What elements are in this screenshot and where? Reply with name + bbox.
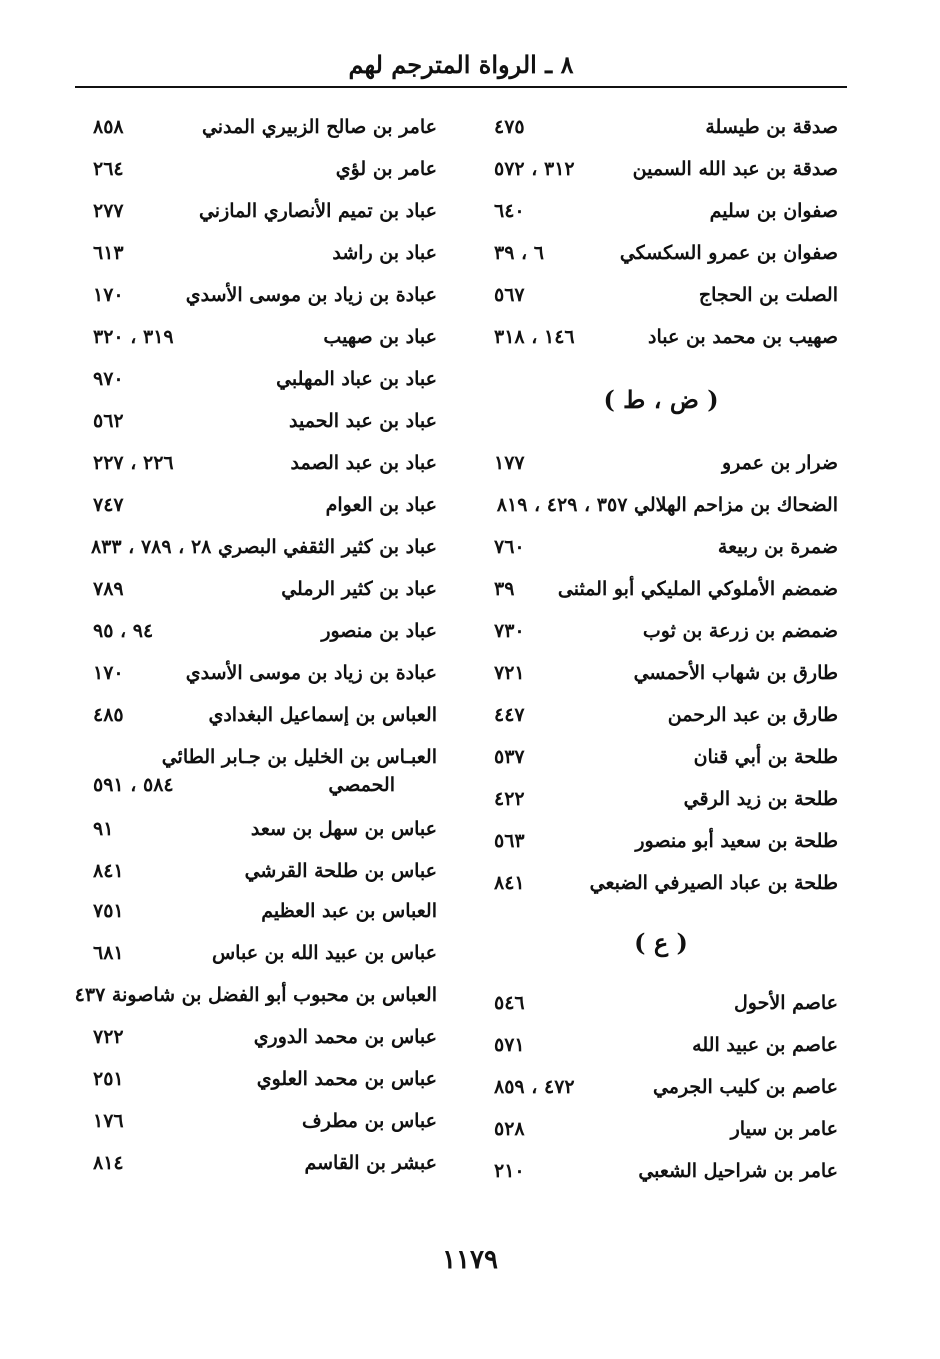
- narrator-name: عاصم بن عبيد الله: [692, 1034, 838, 1056]
- narrator-name-continued: الحمصي: [328, 774, 395, 796]
- list-item: [75, 980, 445, 1020]
- narrator-name: ضمضم بن زرعة بن ثوب: [642, 620, 838, 642]
- narrator-name: ضمضم الأملوكي المليكي أبو المثنى: [557, 578, 838, 600]
- narrator-name: عباد بن العوام: [325, 494, 437, 516]
- narrator-name: عباد بن عبد الحميد: [289, 410, 437, 432]
- narrator-name: عباد بن عباد المهلبي: [276, 368, 437, 390]
- narrator-name: العبـاس بن الخليل بن جـابر الطائي: [161, 746, 437, 768]
- list-item: [476, 988, 846, 1028]
- narrator-name: طلحة بن أبي قنان: [693, 746, 838, 768]
- list-item: [476, 280, 846, 320]
- page-refs: ٧٤٧: [93, 494, 124, 516]
- page-refs: ٥٣٧: [494, 746, 525, 768]
- narrator-name: عباد بن كثير الثقفي البصري ٢٨ ، ٧٨٩ ، ٨٣٣: [90, 536, 437, 558]
- page-refs: ٤٧٥: [494, 116, 525, 138]
- narrator-name: عباد بن صهيب: [323, 326, 437, 348]
- page-refs: ٧٣٠: [494, 620, 525, 642]
- page-refs: ٦٨١: [93, 942, 124, 964]
- narrator-name: العباس بن محبوب أبو الفضل بن شاصونة ٤٣٧: [74, 984, 437, 1006]
- page-refs: ٢١٠: [494, 1160, 525, 1182]
- page-refs: ٥٨٤ ، ٥٩١: [93, 774, 174, 796]
- list-item: [476, 1114, 846, 1154]
- narrator-name: عباد بن منصور: [321, 620, 437, 642]
- page-refs: ٣١٢ ، ٥٧٢: [494, 158, 575, 180]
- page-header: [75, 42, 847, 88]
- list-item: [75, 112, 445, 152]
- page-refs: ١٤٦ ، ٣١٨: [494, 326, 575, 348]
- page-refs: ٨٥٨: [93, 116, 124, 138]
- narrator-name: عباس بن سهل بن سعد: [250, 818, 437, 840]
- list-item: [75, 856, 445, 896]
- page-refs: ٢٢٦ ، ٢٢٧: [93, 452, 174, 474]
- list-item: [476, 574, 846, 614]
- list-item: [75, 490, 445, 530]
- narrator-name: عباد بن راشد: [332, 242, 437, 264]
- list-item: [75, 814, 445, 854]
- page-refs: ٩١: [93, 818, 114, 840]
- section-heading: ( ع ): [634, 928, 688, 957]
- list-item: [476, 1156, 846, 1196]
- list-item: [476, 784, 846, 824]
- narrator-name: عباس بن محمد العلوي: [256, 1068, 437, 1090]
- page-refs: ٥٦٣: [494, 830, 525, 852]
- list-item: [476, 742, 846, 782]
- list-item: [476, 868, 846, 908]
- narrator-name: العباس بن عبد العظيم: [261, 900, 437, 922]
- list-item: [75, 196, 445, 236]
- list-item: [75, 658, 445, 698]
- page-refs: ٦١٣: [93, 242, 124, 264]
- narrator-name: طلحة بن عباد الصيرفي الضبعي: [589, 872, 838, 894]
- list-item: [75, 616, 445, 656]
- page-refs: ٤٧٢ ، ٨٥٩: [494, 1076, 575, 1098]
- list-item: [476, 448, 846, 488]
- narrator-name: عامر بن شراحيل الشعبي: [638, 1160, 838, 1182]
- page-refs: ٣٩: [494, 578, 515, 600]
- list-item: [75, 938, 445, 978]
- list-item: [75, 448, 445, 488]
- list-item: [476, 238, 846, 278]
- narrator-name: عباد بن تميم الأنصاري المازني: [198, 200, 437, 222]
- page-refs: ٨٤١: [494, 872, 525, 894]
- section-heading: ( ض ، ط ): [603, 385, 719, 414]
- page-refs: ٩٧٠: [93, 368, 124, 390]
- list-item: [476, 154, 846, 194]
- page-refs: ٧٢١: [494, 662, 525, 684]
- list-item: [75, 154, 445, 194]
- list-item: [476, 826, 846, 866]
- narrator-name: صفوان بن عمرو السكسكي: [619, 242, 838, 264]
- narrator-name: عباس بن عبيد الله بن عباس: [211, 942, 437, 964]
- list-item: [75, 1106, 445, 1146]
- page-refs: ٧٢٢: [93, 1026, 124, 1048]
- narrator-name: عاصم الأحول: [734, 992, 838, 1014]
- list-item: [476, 616, 846, 656]
- narrator-name: الضحاك بن مزاحم الهلالي ٣٥٧ ، ٤٢٩ ، ٨١٩: [496, 494, 838, 516]
- page-refs: ٤٤٧: [494, 704, 525, 726]
- page-refs: ١٧٦: [93, 1110, 124, 1132]
- list-item: [476, 1072, 846, 1112]
- narrator-name: طلحة بن زيد الرقي: [683, 788, 838, 810]
- narrator-name: عباس بن محمد الدوري: [253, 1026, 437, 1048]
- list-item: [75, 574, 445, 614]
- list-item: [476, 1030, 846, 1070]
- list-item: [75, 280, 445, 320]
- page-refs: ٣١٩ ، ٣٢٠: [93, 326, 174, 348]
- page-refs: ١٧٠: [93, 662, 124, 684]
- narrator-name: عبادة بن زياد بن موسى الأسدي: [185, 284, 437, 306]
- page-refs: ٥٦٢: [93, 410, 124, 432]
- header-title: ٨ ـ الرواة المترجم لهم: [348, 49, 574, 79]
- list-item: [75, 322, 445, 362]
- list-item: [75, 896, 445, 936]
- list-item: [75, 1064, 445, 1104]
- list-item: [75, 238, 445, 278]
- narrator-name: عبشر بن القاسم: [304, 1152, 437, 1174]
- page-refs: ٨٤١: [93, 860, 124, 882]
- list-item: [476, 490, 846, 530]
- narrator-name: ضمرة بن ربيعة: [717, 536, 838, 558]
- list-item: [476, 700, 846, 740]
- page-refs: ٤٢٢: [494, 788, 525, 810]
- page-refs: ٢٧٧: [93, 200, 124, 222]
- list-item-multiline: [75, 742, 445, 812]
- narrator-name: صدقة بن عبد الله السمين: [632, 158, 838, 180]
- page-refs: ٩٤ ، ٩٥: [93, 620, 154, 642]
- list-item: [75, 532, 445, 572]
- narrator-name: العباس بن إسماعيل البغدادي: [208, 704, 437, 726]
- narrator-name: صفوان بن سليم: [709, 200, 838, 222]
- page-refs: ٥٦٧: [494, 284, 525, 306]
- narrator-name: ضرار بن عمرو: [721, 452, 838, 474]
- narrator-name: عباس بن مطرف: [302, 1110, 437, 1132]
- list-item: [476, 196, 846, 236]
- page-refs: ٢٦٤: [93, 158, 124, 180]
- page-number: ١١٧٩: [442, 1245, 498, 1275]
- page-refs: ٦ ، ٣٩: [494, 242, 545, 264]
- page-refs: ١٧٧: [494, 452, 525, 474]
- page-refs: ٧٦٠: [494, 536, 525, 558]
- list-item: [75, 406, 445, 446]
- narrator-name: عاصم بن كليب الجرمي: [652, 1076, 838, 1098]
- list-item: [476, 532, 846, 572]
- page-refs: ٢٥١: [93, 1068, 124, 1090]
- page-refs: ٥٤٦: [494, 992, 525, 1014]
- page-refs: ٥٧١: [494, 1034, 525, 1056]
- list-item: [75, 700, 445, 740]
- list-item: [476, 112, 846, 152]
- narrator-name: عبادة بن زياد بن موسى الأسدي: [185, 662, 437, 684]
- narrator-name: صهيب بن محمد بن عباد: [648, 326, 838, 348]
- list-item: [476, 322, 846, 362]
- list-item: [75, 364, 445, 404]
- page-refs: ٨١٤: [93, 1152, 124, 1174]
- list-item: [75, 1148, 445, 1188]
- narrator-name: طلحة بن سعيد أبو منصور: [635, 830, 838, 852]
- narrator-name: عباد بن عبد الصمد: [290, 452, 437, 474]
- page-refs: ٤٨٥: [93, 704, 124, 726]
- page-refs: ٧٥١: [93, 900, 124, 922]
- narrator-name: عامر بن صالح الزبيري المدني: [201, 116, 437, 138]
- list-item: [476, 658, 846, 698]
- narrator-name: صدقة بن طيسلة: [705, 116, 838, 138]
- list-item: [75, 1022, 445, 1062]
- page-refs: ١٧٠: [93, 284, 124, 306]
- narrator-name: طارق بن شهاب الأحمسي: [633, 662, 838, 684]
- narrator-name: الصلت بن الحجاج: [698, 284, 838, 306]
- page-refs: ٦٤٠: [494, 200, 525, 222]
- narrator-name: طارق بن عبد الرحمن: [667, 704, 838, 726]
- narrator-name: عباد بن كثير الرملي: [281, 578, 437, 600]
- page-refs: ٥٢٨: [494, 1118, 525, 1140]
- narrator-name: عباس بن طلحة القرشي: [244, 860, 437, 882]
- page-refs: ٧٨٩: [93, 578, 124, 600]
- narrator-name: عامر بن سيار: [730, 1118, 838, 1140]
- narrator-name: عامر بن لؤي: [335, 158, 437, 180]
